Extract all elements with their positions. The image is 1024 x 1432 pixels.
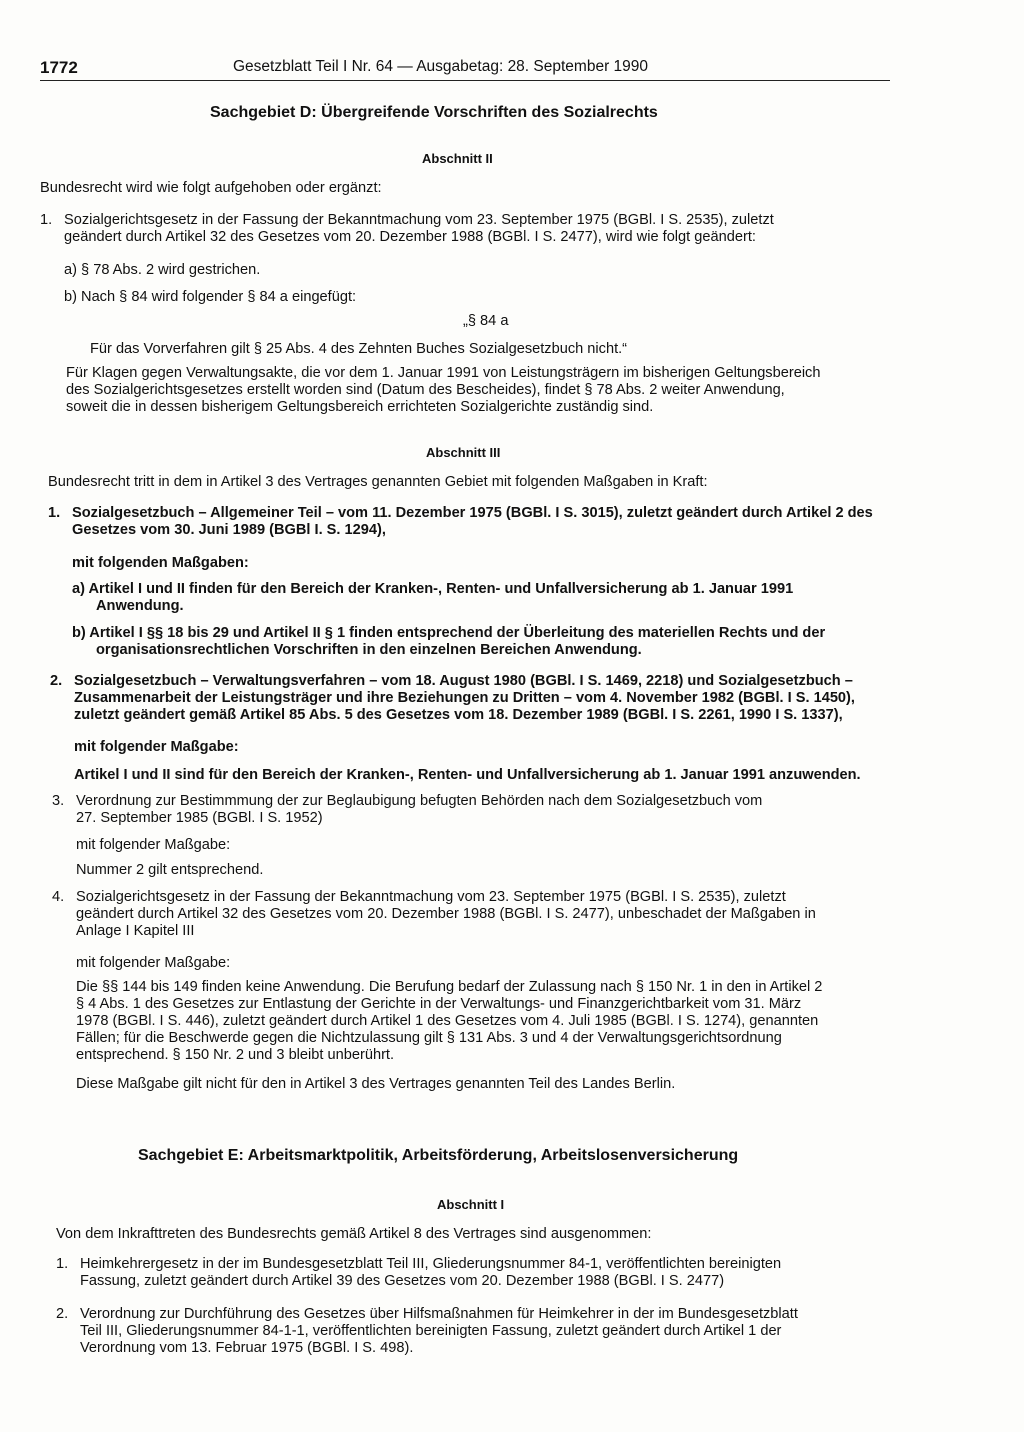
list-item-number: 2.: [50, 673, 63, 689]
list-item-number: 2.: [56, 1306, 69, 1322]
paragraph-line: Anwendung.: [96, 598, 184, 614]
paragraph-line: § 4 Abs. 1 des Gesetzes zur Entlastung der Gerichte in der Verwaltungs- und Finanzgerichtbarkeit vom 31. März: [76, 996, 802, 1012]
paragraph-line: Verordnung vom 13. Februar 1975 (BGBl. I S. 498).: [80, 1340, 414, 1356]
paragraph-line: Sozialgesetzbuch – Verwaltungsverfahren – vom 18. August 1980 (BGBl. I S. 1469, 2218) und Sozialgesetzbuch –: [74, 673, 853, 689]
section-d-abschnitt-2-title: Abschnitt II: [422, 151, 493, 166]
paragraph-line: Artikel I und II sind für den Bereich der Kranken-, Renten- und Unfallversicherung ab 1. Januar 1991 anzuwenden.: [74, 767, 861, 783]
paragraph-line: Teil III, Gliederungsnummer 84-1-1, veröffentlichten bereinigten Fassung, zuletzt geändert durch Artikel 1 der: [80, 1323, 782, 1339]
paragraph-line: Sozialgesetzbuch – Allgemeiner Teil – vom 11. Dezember 1975 (BGBl. I S. 3015), zuletzt geändert durch Artikel 2 des: [72, 505, 873, 521]
paragraph-line: Die §§ 144 bis 149 finden keine Anwendung. Die Berufung bedarf der Zulassung nach § 150 Nr. 1 in den in Artikel 2: [76, 979, 823, 995]
section-e-abschnitt-1-intro: Von dem Inkrafttreten des Bundesrechts gemäß Artikel 8 des Vertrages sind ausgenommen:: [56, 1226, 652, 1242]
list-subitem-b: b) Nach § 84 wird folgender § 84 a eingefügt:: [64, 289, 357, 305]
paragraph-line: entsprechend. § 150 Nr. 2 und 3 bleibt unberührt.: [76, 1047, 395, 1063]
mit-massgabe-label: mit folgender Maßgabe:: [74, 739, 239, 755]
quoted-section-title: „§ 84 a: [463, 313, 509, 329]
paragraph-line: Gesetzes vom 30. Juni 1989 (BGBl I. S. 1294),: [72, 522, 386, 538]
paragraph-line: Verordnung zur Durchführung des Gesetzes über Hilfsmaßnahmen für Heimkehrer in der im Bundesgesetzblatt: [80, 1306, 798, 1322]
section-d-abschnitt-3-intro: Bundesrecht tritt in dem in Artikel 3 des Vertrages genannten Gebiet mit folgenden Maßgaben in Kraft:: [48, 474, 708, 490]
paragraph-line: 27. September 1985 (BGBl. I S. 1952): [76, 810, 323, 826]
paragraph-line: Verordnung zur Bestimmmung der zur Beglaubigung befugten Behörden nach dem Sozialgesetzbuch vom: [76, 793, 763, 809]
list-item-number: 1.: [48, 505, 61, 521]
paragraph-line: Diese Maßgabe gilt nicht für den in Artikel 3 des Vertrages genannten Teil des Landes Berlin.: [76, 1076, 676, 1092]
paragraph-line: des Sozialgerichtsgesetzes erstellt worden sind (Datum des Bescheides), findet § 78 Abs. 2 weiter Anwendung,: [66, 382, 785, 398]
mit-massgabe-label: mit folgender Maßgabe:: [76, 837, 231, 853]
list-subitem-b: b) Artikel I §§ 18 bis 29 und Artikel II § 1 finden entsprechend der Überleitung des materiellen Rechts und der: [72, 625, 826, 641]
paragraph-line: geändert durch Artikel 32 des Gesetzes vom 20. Dezember 1988 (BGBl. I S. 2477), unbeschadet der Maßgaben in: [76, 906, 816, 922]
list-subitem-a: a) § 78 Abs. 2 wird gestrichen.: [64, 262, 261, 278]
paragraph-line: Nummer 2 gilt entsprechend.: [76, 862, 264, 878]
section-e-heading: Sachgebiet E: Arbeitsmarktpolitik, Arbeitsförderung, Arbeitslosenversicherung: [138, 1147, 739, 1164]
paragraph-line: Sozialgerichtsgesetz in der Fassung der Bekanntmachung vom 23. September 1975 (BGBl. I S. 2535), zuletzt: [76, 889, 786, 905]
list-item-number: 4.: [52, 889, 65, 905]
paragraph-line: geändert durch Artikel 32 des Gesetzes vom 20. Dezember 1988 (BGBl. I S. 2477), wird wie folgt geändert:: [64, 229, 756, 245]
page-number: 1772: [40, 58, 78, 77]
header-title: Gesetzblatt Teil I Nr. 64 — Ausgabetag: 28. September 1990: [233, 58, 649, 75]
section-d-abschnitt-2-intro: Bundesrecht wird wie folgt aufgehoben oder ergänzt:: [40, 180, 382, 196]
list-subitem-a: a) Artikel I und II finden für den Bereich der Kranken-, Renten- und Unfallversicherung ab 1. Januar 1991: [72, 581, 794, 597]
paragraph-line: zuletzt geändert gemäß Artikel 85 Abs. 5 des Gesetzes vom 18. Dezember 1989 (BGBl. I S. 2261, 1990 I S. 1337),: [74, 707, 843, 723]
paragraph-line: 1978 (BGBl. I S. 446), zuletzt geändert durch Artikel 1 des Gesetzes vom 4. Juli 1985 (BGBl. I S. 1274), genannten: [76, 1013, 819, 1029]
quoted-section-text: Für das Vorverfahren gilt § 25 Abs. 4 des Zehnten Buches Sozialgesetzbuch nicht.“: [90, 341, 628, 357]
list-item-number: 1.: [56, 1256, 69, 1272]
mit-massgaben-label: mit folgenden Maßgaben:: [72, 555, 249, 571]
paragraph-line: soweit die in dessen bisherigem Geltungsbereich errichteten Sozialgerichte zuständig sind.: [66, 399, 654, 415]
section-d-abschnitt-3-title: Abschnitt III: [426, 445, 501, 460]
page-header: [40, 56, 890, 81]
mit-massgabe-label: mit folgender Maßgabe:: [76, 955, 231, 971]
paragraph-line: Zusammenarbeit der Leistungsträger und ihre Beziehungen zu Dritten – vom 4. November 1982 (BGBl. I S. 1450),: [74, 690, 855, 706]
paragraph-line: Heimkehrergesetz in der im Bundesgesetzblatt Teil III, Gliederungsnummer 84-1, veröffentlichten bereinigten: [80, 1256, 782, 1272]
paragraph-line: Anlage I Kapitel III: [76, 923, 195, 939]
list-item-number: 1.: [40, 212, 53, 228]
section-d-heading: Sachgebiet D: Übergreifende Vorschriften des Sozialrechts: [210, 104, 658, 121]
paragraph-line: organisationsrechtlichen Vorschriften in den einzelnen Bereichen Anwendung.: [96, 642, 642, 658]
paragraph-line: Fassung, zuletzt geändert durch Artikel 39 des Gesetzes vom 20. Dezember 1988 (BGBl. I S. 2477): [80, 1273, 725, 1289]
paragraph-line: Für Klagen gegen Verwaltungsakte, die vor dem 1. Januar 1991 von Leistungsträgern im bisherigen Geltungsbereich: [66, 365, 821, 381]
section-e-abschnitt-1-title: Abschnitt I: [437, 1197, 505, 1212]
paragraph-line: Sozialgerichtsgesetz in der Fassung der Bekanntmachung vom 23. September 1975 (BGBl. I S. 2535), zuletzt: [64, 212, 774, 228]
paragraph-line: Fällen; für die Beschwerde gegen die Nichtzulassung gilt § 131 Abs. 3 und 4 der Verwaltungsgerichtsordnung: [76, 1030, 782, 1046]
list-item-number: 3.: [52, 793, 65, 809]
